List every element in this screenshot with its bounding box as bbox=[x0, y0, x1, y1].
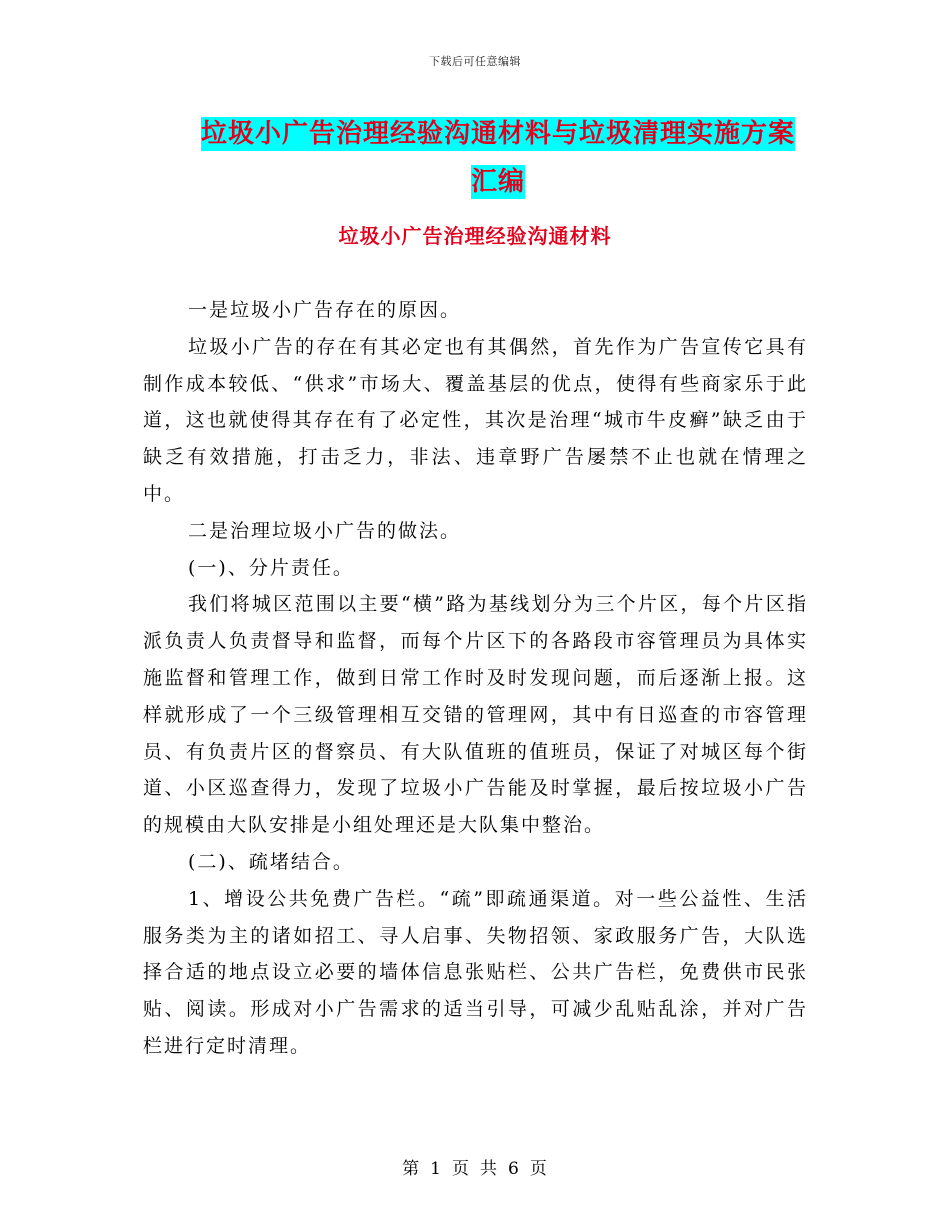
paragraph: (二)、疏堵结合。 bbox=[188, 850, 354, 873]
document-title-text: 垃圾小广告治理经验沟通材料与垃圾清理实施方案汇编 bbox=[200, 119, 795, 197]
page-footer bbox=[0, 1154, 950, 1179]
page-unit: 页 bbox=[452, 1159, 470, 1179]
paragraph: 一是垃圾小广告存在的原因。 bbox=[188, 299, 462, 321]
total-pages: 6 bbox=[508, 1159, 520, 1179]
paragraph: (一)、分片责任。 bbox=[188, 556, 354, 579]
section-title: 垃圾小广告治理经验沟通材料 bbox=[338, 224, 612, 248]
total-word: 共 bbox=[480, 1159, 498, 1179]
total-unit: 页 bbox=[529, 1159, 548, 1179]
paragraph: 我们将城区范围以主要“横”路为基线划分为三个片区，每个片区指派负责人负责督导和监督，而每个片区下的各路段市容管理员为具体实施监督和管理工作，做到日常工作时及时发现问题，而后逐渐上报。这样就形成了一个三级管理相互交错的管理网，其中有日巡查的市容管理员、有负责片区的督察员、有大队值班的值班员，保证了对城区每个街道、小区巡查得力，发现了垃圾小广告能及时掌握，最后按垃圾小广告的规模由大队安排是小组处理还是大队集中整治。 bbox=[143, 593, 808, 837]
paragraph: 垃圾小广告的存在有其必定也有其偶然，首先作为广告宣传它具有制作成本较低、“供求”市场大、覆盖基层的优点，使得有些商家乐于此道，这也就使得其存在有了必定性，其次是治理“城市牛皮癣”缺乏由于缺乏有效措施，打击乏力，非法、违章野广告屡禁不止也就在情理之中。 bbox=[143, 335, 808, 505]
page-word: 第 bbox=[402, 1159, 421, 1179]
document-body bbox=[143, 292, 808, 1065]
page-number: 1 bbox=[430, 1159, 442, 1179]
paragraph: 二是治理垃圾小广告的做法。 bbox=[188, 519, 462, 542]
document-title bbox=[188, 110, 808, 206]
paragraph: 1、增设公共免费广告栏。“疏”即疏通渠道。对一些公益性、生活服务类为主的诸如招工、寻人启事、失物招领、家政服务广告，大队选择合适的地点设立必要的墙体信息张贴栏、公共广告栏，免费供市民张贴、阅读。形成对小广告需求的适当引导，可减少乱贴乱涂，并对广告栏进行定时清理。 bbox=[143, 887, 808, 1057]
header-note: 下载后可任意编辑 bbox=[429, 55, 521, 68]
